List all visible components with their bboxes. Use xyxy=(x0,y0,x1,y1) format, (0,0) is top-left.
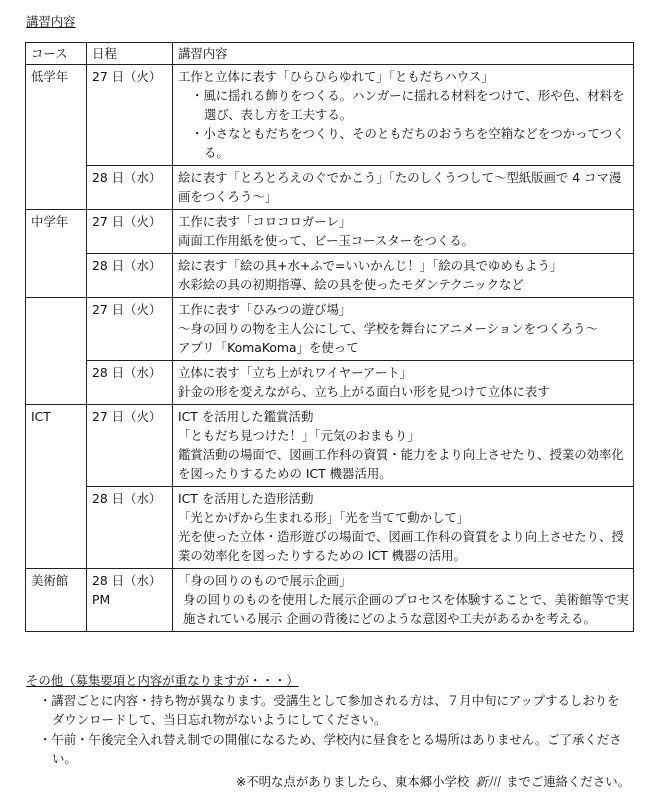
session-bullet: ・風に揺れる飾りをつくる。ハンガーに揺れる材料をつけて、形や色、材料を選び、表し方を工夫する。 xyxy=(191,88,625,122)
date-cell: 28 日（水） xyxy=(87,254,173,298)
course-cell: 低学年 xyxy=(26,65,87,210)
course-cell xyxy=(26,298,87,405)
table-row xyxy=(26,569,634,632)
table-row xyxy=(26,487,634,569)
contact-footer xyxy=(236,772,630,791)
schedule-body xyxy=(26,65,634,632)
date-cell: 27 日（火） xyxy=(87,298,173,361)
table-row xyxy=(26,166,634,210)
footer-text: ※不明な点がありましたら、東本郷小学校 xyxy=(235,774,470,789)
date-cell: 28 日（水） xyxy=(87,361,173,405)
session-title: ICT を活用した鑑賞活動 xyxy=(178,409,314,424)
content-cell xyxy=(173,65,634,166)
content-cell xyxy=(173,210,634,254)
header-course: コース xyxy=(26,43,87,65)
session-title: ICT を活用した造形活動 xyxy=(178,491,314,506)
header-date: 日程 xyxy=(87,43,173,65)
session-detail: 針金の形を変えながら、立ち上がる面白い形を見つけて立体に表す xyxy=(178,384,550,399)
date-cell: 27 日（火） xyxy=(87,405,173,487)
date-cell: 27 日（火） xyxy=(87,210,173,254)
table-row xyxy=(26,210,634,254)
session-detail: 「光とかげから生まれる形」「光を当てて動かして」 xyxy=(178,510,470,525)
content-cell xyxy=(173,166,634,210)
course-cell: 美術館 xyxy=(26,569,87,632)
course-cell: 中学年 xyxy=(26,210,87,298)
other-item: ・午前・午後完全入れ替え制での開催になるため、学校内に昼食をとる場所はありません。ご了承ください。 xyxy=(39,732,622,766)
content-cell xyxy=(173,361,634,405)
session-detail: ～身の回りの物を主人公にして、学校を舞台にアニメーションをつくろう～ xyxy=(178,321,598,336)
table-row xyxy=(26,254,634,298)
table-row xyxy=(26,298,634,361)
session-title: 「身の回りのもので展示企画」 xyxy=(178,573,352,588)
session-detail: 身の回りのものを使用した展示企画のプロセスを体験することで、美術館等で実施されている展示 企画の背後にどのような意図や工夫があるかを考える。 xyxy=(183,592,629,626)
session-bullet: ・小さなともだちをつくり、そのともだちのおうちを空箱などをつかってつくる。 xyxy=(191,126,625,160)
date-cell: 28 日（水） xyxy=(87,487,173,569)
date-cell: 28 日（水） xyxy=(87,166,173,210)
session-detail: 「ともだち見つけた！」「元気のおまもり」 xyxy=(178,428,420,443)
date-cell: 27 日（火） xyxy=(87,65,173,166)
session-detail: 光を使った立体・造形遊びの場面で、図画工作科の資質をより向上させたり、授業の効率化を図ったりするための ICT 機器の活用。 xyxy=(178,529,624,563)
content-cell xyxy=(173,298,634,361)
table-row xyxy=(26,361,634,405)
table-row xyxy=(26,65,634,166)
session-title: 工作と立体に表す「ひらひらゆれて」「ともだちハウス」 xyxy=(178,69,494,84)
session-detail: 鑑賞活動の場面で、図画工作科の資質・能力をより向上させたり、授業の効率化を図ったりするための ICT 機器活用。 xyxy=(178,447,624,481)
signature: 新川 xyxy=(475,774,501,789)
other-notes xyxy=(26,671,630,768)
page-heading: 講習内容 xyxy=(26,14,76,29)
header-content: 講習内容 xyxy=(173,43,634,65)
session-title: 工作に表す「コロコロガーレ」 xyxy=(178,214,352,229)
other-item: ・講習ごとに内容・持ち物が異なります。受講生として参加される方は、７月中旬にアップするしおりをダウンロードして、当日忘れ物がないようにしてください。 xyxy=(39,693,620,727)
course-cell: ICT xyxy=(26,405,87,569)
other-title: その他（募集要項と内容が重なりますが・・・） xyxy=(26,673,299,688)
session-title: 絵に表す「絵の具+水+ふで=いいかんじ！」「絵の具でゆめもよう」 xyxy=(178,258,563,273)
session-detail: 水彩絵の具の初期指導、絵の具を使ったモダンテクニックなど xyxy=(178,277,524,292)
content-cell xyxy=(173,487,634,569)
session-title: 立体に表す「立ち上がれワイヤーアート」 xyxy=(178,365,413,380)
session-title: 工作に表す「ひみつの遊び場」 xyxy=(178,302,352,317)
content-cell xyxy=(173,254,634,298)
session-detail: 両面工作用紙を使って、ビー玉コースターをつくる。 xyxy=(178,233,475,248)
table-header-row xyxy=(26,43,634,65)
schedule-table xyxy=(25,42,634,632)
session-title: 絵に表す「とろとろえのぐでかこう」「たのしくうつして～型紙版画で 4 コマ漫画をつくろう～」 xyxy=(178,170,622,204)
table-row xyxy=(26,405,634,487)
content-cell xyxy=(173,405,634,487)
session-detail: アプリ「KomaKoma」を使って xyxy=(178,340,359,355)
footer-text: までご連絡ください。 xyxy=(506,774,630,789)
date-cell: 28 日（水）PM xyxy=(87,569,173,632)
content-cell xyxy=(173,569,634,632)
